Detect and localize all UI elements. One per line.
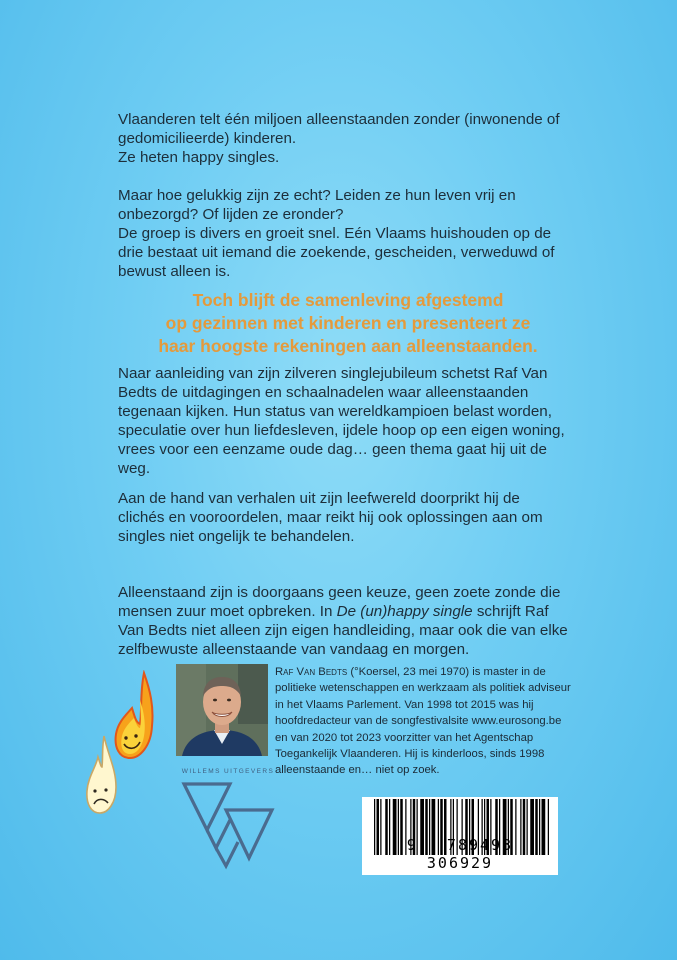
publisher-name: WILLEMS UITGEVERS [181,768,275,775]
body-text-2: Aan de hand van verhalen uit zijn leefwereld doorprikt hij de clichés en vooroordelen, maar reikt hij ook oplossingen aan om singles niet ongelijk te behandelen. [118,490,543,545]
highlight-line-2: op gezinnen met kinderen en presenteert ze [165,313,531,333]
intro-line-1: Vlaanderen telt één miljoen alleenstaanden zonder (inwonende of gedomicilieerde) kinderen. [118,111,560,147]
body-text-1: Naar aanleiding van zijn zilveren singlejubileum schetst Raf Van Bedts de uitdagingen en schaalnadelen waar alleenstaanden tegenaan kijken. Hun status van wereldkampioen belast worden, speculatie over hun liefdesleven, ijdele hoop op een eigen woning, vrees voor een eenzame oude dag… geen thema gaat hij uit de weg. [118,365,565,477]
body-paragraph-3 [118,583,568,659]
highlight-line-3: haar hoogste rekeningen aan alleenstaanden. [158,336,538,356]
sad-flame-icon [82,733,122,818]
body-text-3-before: Alleenstaand zijn is doorgaans geen keuze, geen zoete zonde die mensen zuur moet opbreken. In [118,584,561,620]
body-paragraph-1 [118,364,568,478]
body-paragraph-2 [118,489,568,546]
questions-paragraph [118,186,568,281]
isbn-number: 9 789493 306929 [406,836,514,872]
intro-line-2: Ze heten happy singles. [118,149,280,166]
highlight-line-1: Toch blijft de samenleving afgestemd [192,290,504,310]
book-title: De (un)happy single [336,603,473,620]
isbn-barcode [362,797,558,875]
author-bio [275,664,575,779]
author-photo [176,664,268,756]
willems-logo-icon [180,780,275,875]
body-text-3 [118,583,568,659]
author-name: Raf Van Bedts [275,666,348,678]
questions-line-1: Maar hoe gelukkig zijn ze echt? Leiden ze hun leven vrij en onbezorgd? Of lijden ze eronder? [118,187,516,223]
highlight-quote [118,289,578,358]
intro-paragraph [118,110,568,167]
body-text-3-after: schrijft Raf Van Bedts niet alleen zijn eigen handleiding, maar ook die van elke zelfbewuste alleenstaande van vandaag en morgen. [118,603,568,658]
questions-line-2: De groep is divers en groeit snel. Eén Vlaams huishouden op de drie bestaat uit iemand die zoekende, gescheiden, verweduwd of bewust alleen is. [118,225,555,280]
author-bio-text: (°Koersel, 23 mei 1970) is master in de politieke wetenschappen en werkzaam als politiek adviseur in het Vlaams Parlement. Van 1998 tot 2015 was hij hoofdredacteur van de songfestivalsite www.eurosong.be en van 2020 tot 2023 voorzitter van het Agentschap Toegankelijk Vlaanderen. Hij is kinderloos, sinds 1998 alleenstaande en… niet op zoek. [275,666,571,777]
